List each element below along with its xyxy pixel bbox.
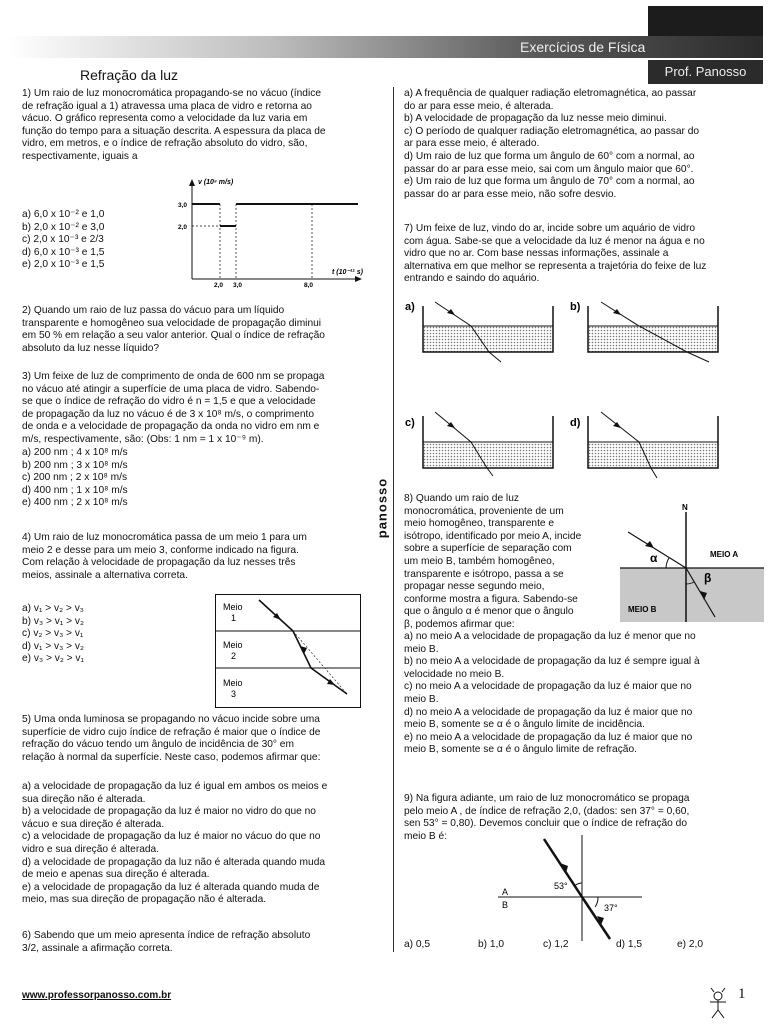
q8-text-line: propagar nesse segundo meio, xyxy=(404,581,545,593)
q3-option: e) 400 nm ; 2 x 10⁸ m/s xyxy=(22,497,128,509)
q1-text-line: respectivamente, iguais a xyxy=(22,151,138,162)
svg-text:1: 1 xyxy=(231,613,237,623)
q3-text-line: no vácuo até atingir a superfície de uma placa de vidro. Sabendo- xyxy=(22,383,320,395)
q8-option: e) no meio A a velocidade de propagação da luz é maior que no xyxy=(404,731,693,743)
q4-text-line: meios, assinale a alternativa correta. xyxy=(22,569,188,581)
q6-option: b) A velocidade de propagação da luz nesse meio diminui. xyxy=(404,113,667,125)
q8-text-line: um meio B, também homogêneo, xyxy=(404,556,555,567)
svg-text:MEIO B: MEIO B xyxy=(628,605,657,614)
q8-text-line: meio homogêneo, transparente e xyxy=(404,518,555,530)
q3-option: d) 400 nm ; 1 x 10⁸ m/s xyxy=(22,484,128,496)
q6-option: passar do ar para esse meio, sai com um ângulo maior que 60°. xyxy=(404,163,694,175)
q1-ylabel: v (10⁸ m/s) xyxy=(198,179,234,186)
q8-refraction-figure xyxy=(620,502,764,624)
svg-text:α: α xyxy=(650,551,658,565)
mascot-icon xyxy=(706,988,730,1020)
q5-option: b) a velocidade de propagação da luz é maior no vidro do que no xyxy=(22,806,316,818)
q3-option: c) 200 nm ; 2 x 10⁸ m/s xyxy=(22,472,128,484)
q7-text-line: com água. Sabe-se que a velocidade da luz é menor na água e no xyxy=(404,235,705,247)
q2-text-line: transparente e homogêneo sua velocidade de propagação diminui xyxy=(22,317,322,329)
header-dark-block xyxy=(648,6,763,36)
q9-option: c) 1,2 xyxy=(543,939,569,950)
q3-option: b) 200 nm ; 3 x 10⁸ m/s xyxy=(22,459,128,471)
q5-option: vácuo e sua direção é alterada. xyxy=(22,818,165,830)
svg-text:37°: 37° xyxy=(604,903,618,913)
q9-option: e) 2,0 xyxy=(677,939,704,950)
page-number: 1 xyxy=(738,986,746,1002)
q8-text-line: monocromática, proveniente de um xyxy=(404,505,564,517)
svg-text:53°: 53° xyxy=(554,881,568,891)
q5-option: e) a velocidade de propagação da luz é alterada quando muda de xyxy=(22,881,320,893)
q6-text-line: 3/2, assinale a afirmação correta. xyxy=(22,942,173,954)
q4-option: a) v₁ > v₂ > v₃ xyxy=(22,603,84,614)
q8-option: meio B, somente se α é o ângulo limite de incidência. xyxy=(404,719,645,731)
q6-option: do ar para esse meio, é alterada. xyxy=(404,100,554,112)
q4-text-line: 4) Um raio de luz monocromática passa de um meio 1 para um xyxy=(22,532,307,543)
q5-option: de meio e apenas sua direção é alterada. xyxy=(22,869,210,881)
q1-option: e) 2,0 x 10⁻³ e 1,5 xyxy=(22,259,105,271)
svg-text:3: 3 xyxy=(231,689,237,699)
q5-option: d) a velocidade de propagação da luz não é alterada quando muda xyxy=(22,856,326,868)
q1-ytick: 3,0 xyxy=(178,202,188,209)
q6-option: c) O período de qualquer radiação eletromagnética, ao passar do xyxy=(404,125,700,137)
svg-text:N: N xyxy=(682,503,688,512)
q2-text-line: absoluto da luz nesse líquido? xyxy=(22,342,160,354)
q3-option: a) 200 nm ; 4 x 10⁸ m/s xyxy=(22,447,128,458)
svg-text:d): d) xyxy=(570,417,581,429)
q8-option: a) no meio A a velocidade de propagação da luz é menor que no xyxy=(404,631,696,642)
q7-text-line: vidro que no ar. Com base nessas informações, assinale a xyxy=(404,248,669,260)
q8-option: c) no meio A a velocidade de propagação da luz é maior que no xyxy=(404,681,692,693)
q2-text-line: 2) Quando um raio de luz passa do vácuo para um líquido xyxy=(22,305,285,316)
q8-option: meio B, somente se α é o ângulo limite de refração. xyxy=(404,744,637,756)
q4-text-line: Com relação à velocidade de propagação da luz nesses três xyxy=(22,557,296,569)
q9-option: b) 1,0 xyxy=(478,939,505,950)
header-title: Exercícios de Física xyxy=(520,39,646,55)
svg-text:Meio: Meio xyxy=(223,602,243,612)
q6-text-line: 6) Sabendo que um meio apresenta índice de refração absoluto xyxy=(22,930,311,941)
q4-option: e) v₃ > v₂ > v₁ xyxy=(22,653,84,665)
q5-text-line: superfície de vidro cujo índice de refração é maior que o índice de xyxy=(22,726,321,738)
q3-text-line: de propagação da luz no vácuo é de 3 x 10⁸ m/s, o comprimento xyxy=(22,408,314,420)
q8-text-line: que o ângulo α é menor que o ângulo xyxy=(404,606,574,618)
q5-option: meio, mas sua direção de propagação não é alterada. xyxy=(22,894,267,906)
q9-text-line: 9) Na figura adiante, um raio de luz monocromático se propaga xyxy=(404,793,690,804)
q9-refraction-figure xyxy=(470,833,650,943)
q1-option: b) 2,0 x 10⁻² e 3,0 xyxy=(22,221,105,233)
svg-text:a): a) xyxy=(405,301,415,313)
q7-text-line: entrando e saindo do aquário. xyxy=(404,273,540,285)
q8-option: meio B. xyxy=(404,643,439,655)
svg-text:Meio: Meio xyxy=(223,678,243,688)
q5-text-line: 5) Uma onda luminosa se propagando no vácuo incide sobre uma xyxy=(22,714,320,725)
q1-option: a) 6,0 x 10⁻² e 1,0 xyxy=(22,209,105,220)
q3-text-line: de onda e a velocidade de propagação da onda no vidro em nm e xyxy=(22,421,320,433)
q3-text-line: se que o índice de refração do vidro é n = 1,5 e que a velocidade xyxy=(22,396,316,408)
svg-text:Meio: Meio xyxy=(223,640,243,650)
q8-option: meio B. xyxy=(404,694,439,705)
svg-text:2: 2 xyxy=(231,651,237,661)
q5-option: c) a velocidade de propagação da luz é maior no vácuo do que no xyxy=(22,831,321,843)
q7-aquarium-figures xyxy=(405,296,750,486)
q1-ytick: 2,0 xyxy=(178,224,188,231)
q8-text-line: isótropo, identificado por meio A, incide xyxy=(404,530,582,542)
q8-text-line: β, podemos afirmar que: xyxy=(404,619,515,630)
svg-text:MEIO A: MEIO A xyxy=(710,550,739,559)
svg-text:B: B xyxy=(502,900,509,910)
q8-text-line: conforme mostra a figura. Sabendo-se xyxy=(404,593,578,605)
q8-option: velocidade no meio B. xyxy=(404,668,505,680)
q8-text-line: sobre a superfície de separação com xyxy=(404,543,572,555)
header-author: Prof. Panosso xyxy=(648,60,763,84)
q4-media-figure xyxy=(215,594,361,708)
q4-option: d) v₁ > v₃ > v₂ xyxy=(22,640,84,652)
q3-text-line: m/s, respectivamente, são: (Obs: 1 nm = 1 x 10⁻⁹ m). xyxy=(22,434,264,445)
svg-text:c): c) xyxy=(405,417,415,429)
q9-option: a) 0,5 xyxy=(404,939,431,950)
q3-text-line: 3) Um feixe de luz de comprimento de onda de 600 nm se propaga xyxy=(22,371,325,382)
q6-option: passar do ar para esse meio, não sofre desvio. xyxy=(404,188,617,200)
q1-text-line: de refração igual a 1) atravessa uma placa de vidro e retorna ao xyxy=(22,100,312,112)
q1-text-line: 1) Um raio de luz monocromática propagando-se no vácuo (índice xyxy=(22,88,321,99)
q5-text-line: refração do vácuo tendo um ângulo de incidência de 30° em xyxy=(22,739,294,751)
q1-xtick: 2,0 xyxy=(214,282,224,289)
q8-option: b) no meio A a velocidade de propagação da luz é sempre igual à xyxy=(404,656,700,668)
q2-text-line: em 50 % em relação a seu valor anterior. Qual o índice de refração xyxy=(22,330,325,342)
q6-option: ar para esse meio, é alterado. xyxy=(404,138,540,150)
page-subtitle: Refração da luz xyxy=(80,67,179,83)
q4-text-line: meio 2 e desse para um meio 3, conforme indicado na figura. xyxy=(22,544,299,556)
q7-text-line: alternativa em que melhor se representa a trajetória do feixe de luz xyxy=(404,260,707,272)
q1-xtick: 8,0 xyxy=(304,282,314,289)
q4-option: c) v₂ > v₃ > v₁ xyxy=(22,628,84,640)
q5-text-line: relação à normal da superfície. Neste caso, podemos afirmar que: xyxy=(22,751,321,763)
q5-option: a) a velocidade de propagação da luz é igual em ambos os meios e xyxy=(22,781,328,792)
q9-text-line: meio B é: xyxy=(404,830,448,842)
q7-text-line: 7) Um feixe de luz, vindo do ar, incide sobre um aquário de vidro xyxy=(404,223,696,234)
brand-vertical: panosso xyxy=(374,477,390,539)
q6-option: e) Um raio de luz que forma um ângulo de 70° com a normal, ao xyxy=(404,176,695,188)
q5-option: sua direção não é alterada. xyxy=(22,793,146,805)
q1-velocity-graph xyxy=(176,176,366,291)
q8-text-line: 8) Quando um raio de luz xyxy=(404,493,519,504)
q9-option: d) 1,5 xyxy=(616,939,643,950)
svg-text:A: A xyxy=(502,887,509,897)
q5-option: vidro e sua direção é alterada. xyxy=(22,844,160,855)
q6-option: d) Um raio de luz que forma um ângulo de 60° com a normal, ao xyxy=(404,151,695,162)
q8-option: d) no meio A a velocidade de propagação da luz é maior que no xyxy=(404,706,693,718)
svg-text:b): b) xyxy=(570,301,581,313)
q8-text-line: transparente e isótropo, passa a se xyxy=(404,568,564,580)
q4-option: b) v₃ > v₁ > v₂ xyxy=(22,615,84,627)
q1-option: c) 2,0 x 10⁻³ e 2/3 xyxy=(22,234,104,246)
q1-xtick: 3,0 xyxy=(233,282,243,289)
q9-text-line: pelo meio A , de índice de refração 2,0, (dados: sen 37° = 0,60, xyxy=(404,805,690,817)
q1-option: d) 6,0 x 10⁻³ e 1,5 xyxy=(22,246,105,258)
q1-text-line: função do tempo para a situação descrita. A espessura da placa de xyxy=(22,125,326,137)
q9-text-line: sen 53° = 0,80). Devemos concluir que o índice de refração do xyxy=(404,818,687,830)
q1-xlabel: t (10⁻¹¹ s) xyxy=(332,269,363,276)
column-divider xyxy=(393,87,394,952)
svg-text:β: β xyxy=(704,571,712,585)
header-bar xyxy=(8,36,763,58)
q1-text-line: vácuo. O gráfico representa como a velocidade da luz varia em xyxy=(22,113,308,125)
q6-option: a) A frequência de qualquer radiação eletromagnética, ao passar xyxy=(404,88,697,99)
q1-text-line: vidro, em metros, e o índice de refração absoluto do vidro, são, xyxy=(22,138,308,150)
footer-url[interactable]: www.professorpanosso.com.br xyxy=(22,990,172,1001)
